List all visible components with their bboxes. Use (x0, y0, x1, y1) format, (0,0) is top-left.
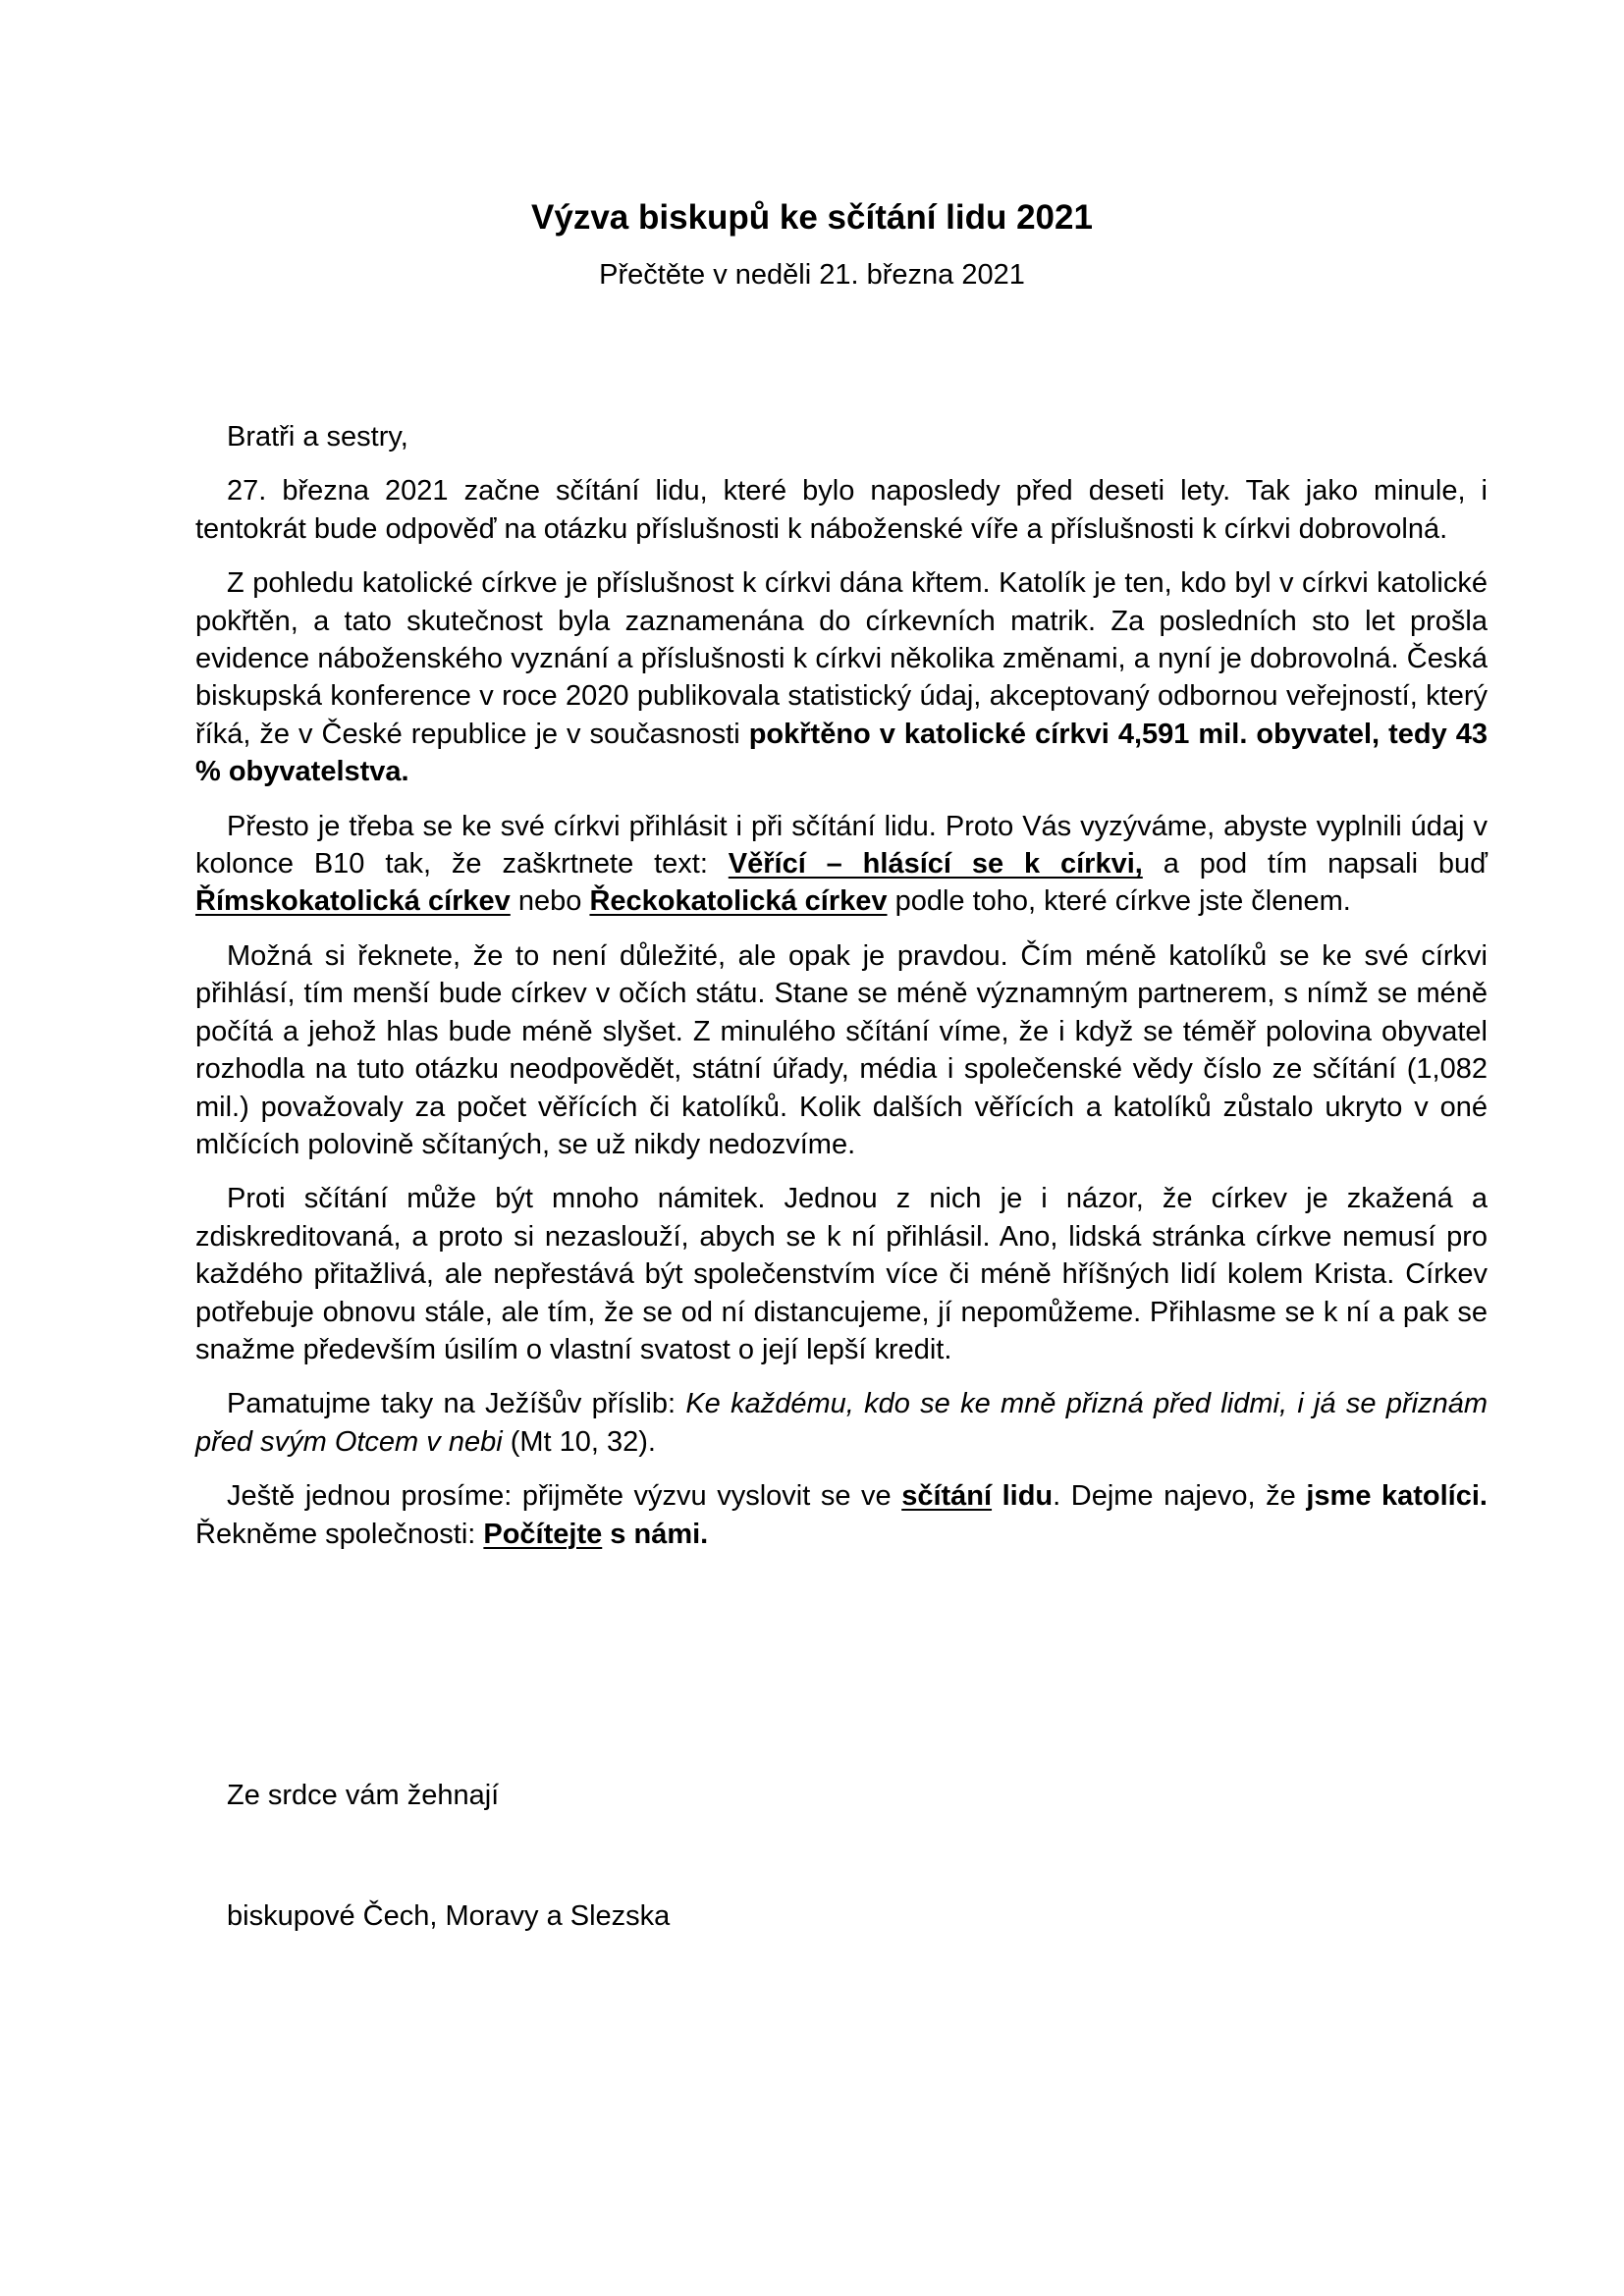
count-with-us-rest: s námi. (602, 1518, 709, 1550)
paragraph-2 (195, 564, 1488, 790)
document-title: Výzva biskupů ke sčítání lidu 2021 (531, 198, 1093, 237)
letter-body (195, 418, 1488, 1570)
greeting: Bratři a sestry, (227, 421, 408, 453)
roman-catholic-highlight: Římskokatolická církev (195, 885, 511, 918)
closing-blessing: Ze srdce vám žehnají (227, 1780, 500, 1811)
signature: biskupové Čech, Moravy a Slezska (227, 1900, 671, 1932)
paragraph-6 (195, 1385, 1488, 1461)
paragraph-4: Možná si řeknete, že to není důležité, ale opak je pravdou. Čím méně katolíků se ke své církvi přihlásí, tím menší bude církev v očích státu. Stane se méně významným partnerem, s nímž se méně počítá a jehož hlas bude méně slyšet. Z minulého sčítání víme, že i když se téměř polovina obyvatel rozhodla na tuto otázku neodpovědět, státní úřady, média i společenské vědy číslo ze sčítání (1,082 mil.) považovaly za počet věřících či katolíků. Kolik dalších věřících a katolíků zůstalo ukryto v oné mlčících polovině sčítaných, se už nikdy nedozvíme. (195, 939, 1488, 1160)
paragraph-7-text-a: Ještě jednou prosíme: přijměte výzvu vyslovit se ve (227, 1480, 902, 1513)
bible-quote: Ke každému, kdo se ke mně přizná před lidmi, i já se přiznám před svým Otcem v nebi (195, 1388, 1488, 1458)
paragraph-3-text-a: Přesto je třeba se ke své církvi přihlásit i při sčítání lidu. Proto Vás vyzýváme, abyste vyplnili údaj v kolonce B10 tak, že zaškrtnete text: (195, 810, 1488, 881)
bible-reference: (Mt 10, 32). (502, 1425, 656, 1458)
option-believer-highlight: Věřící – hlásící se k církvi, (728, 848, 1143, 881)
census-highlight-rest: lidu (992, 1480, 1054, 1513)
greek-catholic-highlight: Řeckokatolická církev (589, 885, 888, 918)
paragraph-3 (195, 808, 1488, 921)
paragraph-2-bold: pokřtěno v katolické církvi 4,591 mil. obyvatel, tedy 43 % obyvatelstva. (195, 718, 1488, 788)
we-are-catholics: jsme katolíci. (1306, 1480, 1488, 1513)
paragraph-6-text-a: Pamatujme taky na Ježíšův příslib: (227, 1388, 686, 1420)
paragraph-3-text-c: a pod tím napsali buď (1142, 848, 1488, 881)
document-subtitle: Přečtěte v neděli 21. března 2021 (599, 259, 1025, 291)
paragraph-3-text-e: nebo (510, 885, 590, 918)
paragraph-3-text-g: podle toho, které církve jste členem. (887, 885, 1351, 918)
paragraph-1: 27. března 2021 začne sčítání lidu, které bylo naposledy před deseti lety. Tak jako minule, i tentokrát bude odpověď na otázku příslušnosti k náboženské víře a příslušnosti k církvi dobrovolná. (195, 475, 1488, 545)
paragraph-2-text: Z pohledu katolické církve je příslušnost k církvi dána křtem. Katolík je ten, kdo byl v církvi katolické pokřtěn, a tato skutečnost byla zaznamenána do církevních matrik. Za posledních sto let prošla evidence náboženského vyznání a příslušnosti k církvi několika změnami, a nyní je dobrovolná. Česká biskupská konference v roce 2020 publikovala statistický údaj, akceptovaný odbornou veřejností, který říká, že v České republice je v současnosti (195, 567, 1488, 750)
paragraph-7-text-d: . Dejme najevo, že (1053, 1480, 1307, 1513)
count-with-us-highlight: Počítejte (483, 1518, 603, 1550)
census-highlight: sčítání (901, 1480, 993, 1513)
paragraph-5: Proti sčítání může být mnoho námitek. Jednou z nich je i názor, že církev je zkažená a zdiskreditovaná, a proto si nezaslouží, abych se k ní přihlásil. Ano, lidská stránka církve nemusí pro každého přitažlivá, ale nepřestává být společenstvím více či méně hříšných lidí kolem Krista. Církev potřebuje obnovu stále, ale tím, že se od ní distancujeme, jí nepomůžeme. Přihlasme se k ní a pak se snažme především úsilím o vlastní svatost o její lepší kredit. (195, 1183, 1488, 1365)
paragraph-7 (195, 1477, 1488, 1553)
paragraph-7-text-f: Řekněme společnosti: (195, 1518, 484, 1550)
